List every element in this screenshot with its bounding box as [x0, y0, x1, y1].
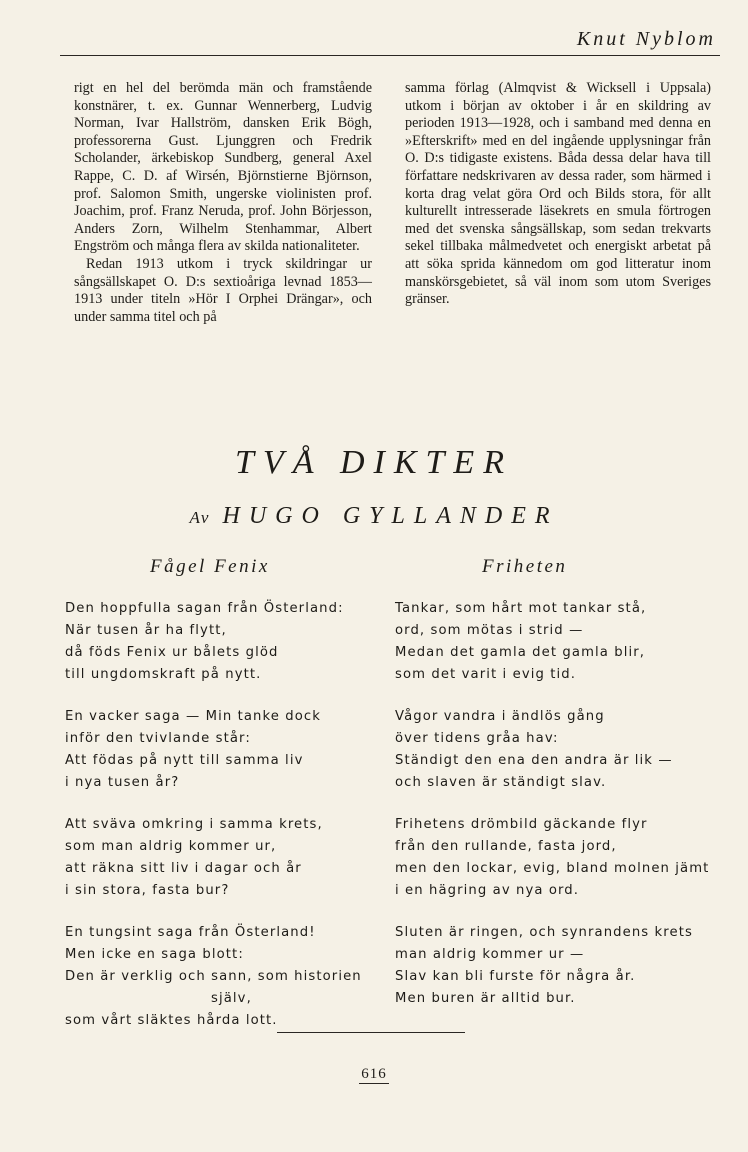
verse-line: som vårt släktes hårda lott.: [65, 1013, 278, 1028]
verse-line: Ständigt den ena den andra är lik —: [395, 753, 673, 768]
stanza: [65, 706, 385, 794]
verse-line: men den lockar, evig, bland molnen jämt: [395, 861, 710, 876]
verse-line: Men icke en saga blott:: [65, 947, 244, 962]
poem-title-fenix: Fågel Fenix: [150, 556, 270, 577]
verse-line: som det varit i evig tid.: [395, 667, 577, 682]
verse-line: från den rullande, fasta jord,: [395, 839, 617, 854]
prose-column-left: [74, 80, 372, 326]
poem-friheten: [395, 598, 715, 1030]
verse-line: ord, som mötas i strid —: [395, 623, 584, 638]
verse-line: över tidens gråa hav:: [395, 731, 559, 746]
footer-rule: [277, 1032, 465, 1033]
byline-prefix: Av: [189, 508, 211, 527]
verse-line: man aldrig kommer ur —: [395, 947, 585, 962]
verse-line: Att sväva omkring i samma krets,: [65, 817, 323, 832]
stanza: [65, 814, 385, 902]
verse-line: Slav kan bli furste för några år.: [395, 969, 636, 984]
verse-line: Men buren är alltid bur.: [395, 991, 576, 1006]
article-title: TVÅ DIKTER: [235, 444, 513, 481]
verse-line: att räkna sitt liv i dagar och år: [65, 861, 302, 876]
verse-line: och slaven är ständigt slav.: [395, 775, 607, 790]
verse-line: i nya tusen år?: [65, 775, 180, 790]
verse-line: inför den tvivlande står:: [65, 731, 251, 746]
stanza: [65, 598, 385, 686]
verse-line: som man aldrig kommer ur,: [65, 839, 277, 854]
verse-line: En tungsint saga från Österland!: [65, 925, 316, 940]
verse-line: till ungdomskraft på nytt.: [65, 667, 262, 682]
stanza: [395, 706, 715, 794]
verse-line: Frihetens drömbild gäckande flyr: [395, 817, 648, 832]
verse-line: När tusen år ha flytt,: [65, 623, 227, 638]
verse-line: Vågor vandra i ändlös gång: [395, 709, 605, 724]
poem-fenix: [65, 598, 385, 1052]
header-rule: [60, 55, 720, 56]
prose-paragraph: rigt en hel del berömda män och framstående konstnärer, t. ex. Gunnar Wennerberg, Ludvig Norman, Ivar Hallström, dansken Erik Bögh, professorerna Gust. Ljunggren och Fredrik Scholander, ärkebiskop Sundberg, general Axel Rappe, C. D. af Wirsén, Björnstierne Björnson, prof. Salomon Smith, ungerske violinisten prof. Joachim, prof. Franz Neruda, prof. John Börjesson, Anders Zorn, Wilhelm Stenhammar, Albert Engström och många flera av skilda nationaliteter.: [74, 80, 372, 255]
byline: [0, 503, 748, 530]
prose-paragraph: samma förlag (Almqvist & Wicksell i Uppsala) utkom i början av oktober i år en skildring av perioden 1913—1928, och i samband med denna en »Efterskrift» med en del ingående upplysningar från O. D:s tidigaste existens. Båda dessa delar hava till författare nedskrivaren av dessa rader, som härmed i korta drag velat göra Ord och Bilds stora, för allt kulturellt intresserade läsekrets en smula förtrogen med det svenska sångsällskap, som sedan trekvarts sekel tillbaka målmedvetet och energiskt arbetat på att söka sprida kännedom om god litteratur inom manskörsgebietet, så väl inom som utom Sveriges gränser.: [405, 80, 711, 308]
author-name: HUGO GYLLANDER: [222, 503, 559, 529]
verse-line: i en hägring av nya ord.: [395, 883, 580, 898]
verse-line: Att födas på nytt till samma liv: [65, 753, 304, 768]
verse-line: Sluten är ringen, och synrandens krets: [395, 925, 693, 940]
running-title: Knut Nyblom: [576, 28, 716, 50]
prose-paragraph: Redan 1913 utkom i tryck skildringar ur sångsällskapet O. D:s sextioåriga levnad 1853—1913 under titeln »Hör I Orphei Drängar», och under samma titel och på: [74, 255, 372, 325]
prose-column-right: [405, 80, 711, 309]
stanza: [395, 598, 715, 686]
verse-line: Medan det gamla det gamla blir,: [395, 645, 646, 660]
verse-line: då föds Fenix ur bålets glöd: [65, 645, 279, 660]
page-number: [0, 1066, 748, 1084]
running-header: [60, 28, 720, 56]
stanza: [395, 814, 715, 902]
verse-line: i sin stora, fasta bur?: [65, 883, 230, 898]
verse-line: Den hoppfulla sagan från Österland:: [65, 601, 344, 616]
verse-line: En vacker saga — Min tanke dock: [65, 709, 321, 724]
poem-title-friheten: Friheten: [482, 556, 568, 577]
verse-line-continuation: själv,: [211, 991, 252, 1006]
stanza: [395, 922, 715, 1010]
verse-line: Den är verklig och sann, som historien: [65, 969, 362, 984]
verse-line: Tankar, som hårt mot tankar stå,: [395, 601, 647, 616]
page-number-text: 616: [361, 1066, 387, 1082]
stanza: [65, 922, 385, 1032]
